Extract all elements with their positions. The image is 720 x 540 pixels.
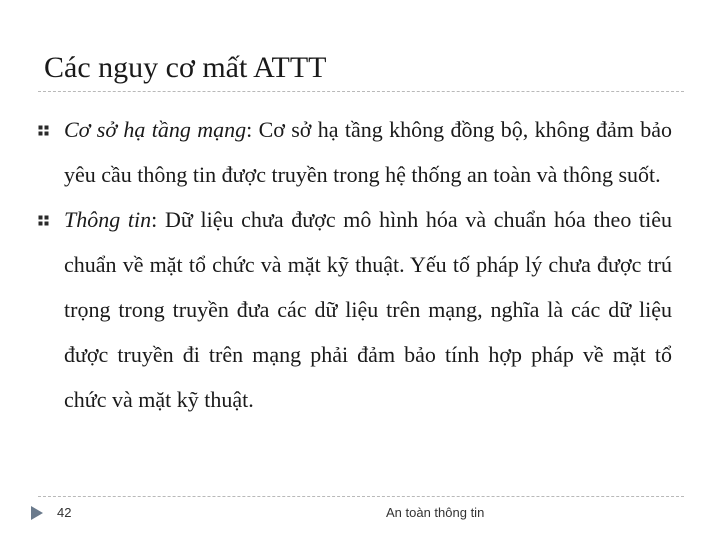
title-divider	[38, 91, 684, 92]
bullet-term: Thông tin	[64, 207, 152, 232]
square-bullet-icon	[38, 125, 49, 136]
bullet-term: Cơ sở hạ tầng mạng	[64, 117, 247, 142]
slide-body	[64, 107, 672, 422]
bullet-item-information	[64, 197, 672, 422]
triangle-arrow-icon	[30, 505, 44, 526]
bullet-separator: :	[151, 207, 158, 232]
bullet-text: Cơ sở hạ tầng không đồng bộ, không đảm bảo yêu cầu thông tin được truyền trong hệ thống an toàn và thông suốt.	[64, 117, 672, 187]
bullet-item-infrastructure	[64, 107, 672, 197]
slide-title: Các nguy cơ mất ATTT	[44, 51, 327, 84]
footer-title: An toàn thông tin	[386, 505, 485, 520]
bullet-text: Dữ liệu chưa được mô hình hóa và chuẩn hóa theo tiêu chuẩn về mặt tổ chức và mặt kỹ thuật. Yếu tố pháp lý chưa được trú trọng trong truyền đưa các dữ liệu trên mạng, nghĩa là các dữ liệu được truyền đi trên mạng phải đảm bảo tính hợp pháp về mặt tổ chức và mặt kỹ thuật.	[64, 207, 672, 412]
square-bullet-icon	[38, 215, 49, 226]
bullet-separator: :	[246, 117, 253, 142]
page-number: 42	[57, 505, 72, 520]
footer-divider	[38, 496, 684, 497]
